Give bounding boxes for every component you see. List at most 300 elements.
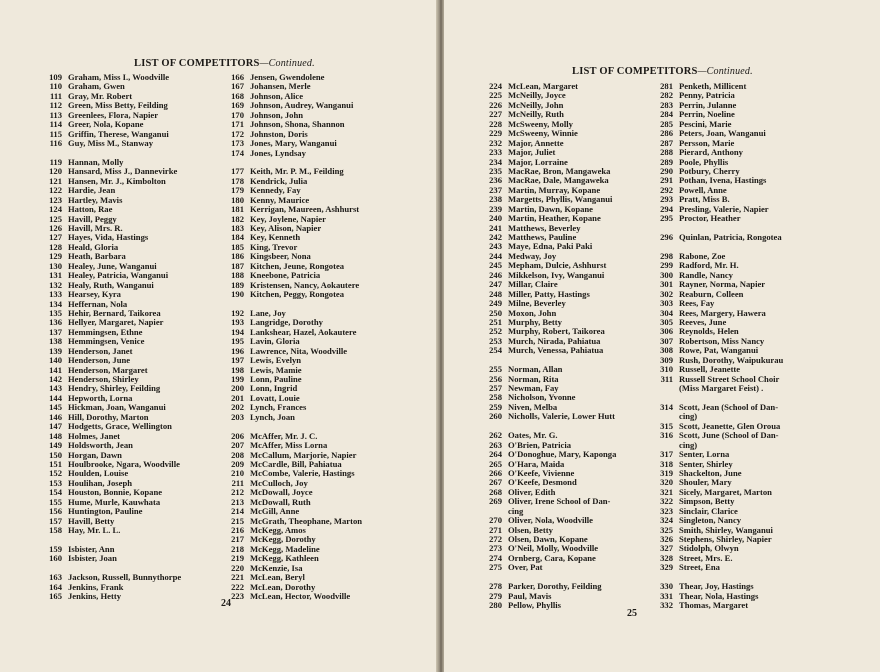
competitor-name: Paul, Mavis <box>508 590 552 601</box>
entry-number: 130 <box>49 260 62 271</box>
competitor-name: Kenny, Maurice <box>250 194 310 205</box>
competitor-name: Scott, Jeanette, Glen Oroua <box>679 420 781 431</box>
entry-number: 194 <box>231 326 244 337</box>
entry-number: 243 <box>489 241 502 252</box>
entry-number: 143 <box>49 383 62 394</box>
competitor-name: Matthews, Pauline <box>508 232 577 242</box>
competitor-entry <box>220 149 362 158</box>
entry-number: 331 <box>660 590 673 601</box>
competitor-name: Murphy, Betty <box>508 316 562 327</box>
entry-number: 145 <box>49 402 62 413</box>
entry-number: 282 <box>660 90 673 101</box>
competitor-name: Kitchen, Peggy, Rongotea <box>250 289 345 300</box>
entry-number: 252 <box>489 326 502 337</box>
competitor-name: McLean, Beryl <box>250 572 305 583</box>
entry-number: 324 <box>660 515 673 526</box>
competitor-name: McKegg, Madeline <box>250 543 320 554</box>
competitor-name: Horgan, Dawn <box>68 449 122 460</box>
entry-number: 275 <box>489 562 502 573</box>
entry-number: 289 <box>660 156 673 167</box>
entry-number: 181 <box>231 204 244 215</box>
competitor-name: Hayes, Vida, Hastings <box>68 232 149 243</box>
competitor-entry <box>649 601 783 610</box>
entry-number: 155 <box>49 496 62 507</box>
entry-number: 307 <box>660 335 673 346</box>
entry-number: 251 <box>489 316 502 327</box>
entry-number: 245 <box>489 260 502 271</box>
entry-number: 322 <box>660 496 673 507</box>
entry-number: 219 <box>231 553 244 564</box>
entry-number: 203 <box>231 411 244 422</box>
competitor-name: Lovatt, Louie <box>250 392 300 403</box>
entry-number: 253 <box>489 335 502 346</box>
entry-number: 137 <box>49 326 62 337</box>
competitor-name: Havill, Peggy <box>68 213 117 224</box>
competitor-name: Perrin, Julanne <box>679 99 737 110</box>
entry-number: 200 <box>231 383 244 394</box>
competitor-name: Olsen, Betty <box>508 524 553 535</box>
entry-number: 132 <box>49 279 62 290</box>
entry-number: 201 <box>231 392 244 403</box>
entry-number: 163 <box>49 572 62 583</box>
entry-number: 216 <box>231 525 244 535</box>
entry-number: 330 <box>660 581 673 592</box>
competitor-name: Houlbrooke, Ngara, Woodville <box>68 458 180 469</box>
entry-number: 285 <box>660 118 673 129</box>
entry-number: 256 <box>489 373 502 384</box>
competitor-name: Oates, Mr. G. <box>508 430 558 441</box>
competitor-entry <box>220 413 362 422</box>
entry-number: 309 <box>660 354 673 365</box>
entry-number: 329 <box>660 562 673 573</box>
entry-number: 255 <box>489 364 502 375</box>
competitor-name: Newman, Fay <box>508 383 559 393</box>
entry-number: 144 <box>49 392 62 403</box>
entry-number: 239 <box>489 203 502 214</box>
entry-number: 170 <box>231 109 244 120</box>
entry-number: 247 <box>489 279 502 290</box>
entry-number: 227 <box>489 109 502 120</box>
entry-number: 116 <box>49 138 62 149</box>
entry-number: 259 <box>489 401 502 412</box>
entry-number: 166 <box>231 72 244 82</box>
competitor-name: Singleton, Nancy <box>679 515 742 526</box>
competitor-name: Jenkins, Frank <box>68 581 124 592</box>
competitor-name: Houlden, Louise <box>68 468 129 479</box>
competitor-name: McDowall, Ruth <box>250 496 311 507</box>
competitor-name: Lynch, Frances <box>250 402 307 413</box>
entry-number: 150 <box>49 449 62 460</box>
entry-number: 214 <box>231 506 244 517</box>
competitor-entry <box>220 592 362 601</box>
competitor-name: McKegg, Kathleen <box>250 553 319 564</box>
entry-number: 236 <box>489 175 502 186</box>
competitor-name: Murch, Venessa, Pahiatua <box>508 345 604 356</box>
title-continued: —Continued. <box>259 58 315 69</box>
competitor-name: Simpson, Betty <box>679 496 735 507</box>
entry-number: 238 <box>489 194 502 205</box>
competitor-name: Heffernan, Nola <box>68 298 128 309</box>
entry-number: 217 <box>231 534 244 545</box>
competitor-entry <box>649 233 783 242</box>
competitor-name: Major, Juliet <box>508 147 556 158</box>
competitor-name: Hay, Mr. L. L. <box>68 525 121 535</box>
entry-number: 153 <box>49 477 62 488</box>
competitor-name: Johnson, Alice <box>250 90 304 101</box>
entry-number: 157 <box>49 515 62 526</box>
entry-number: 141 <box>49 364 62 375</box>
competitor-name: Lewis, Evelyn <box>250 355 302 366</box>
entry-number: 178 <box>231 175 244 186</box>
entry-number: 210 <box>231 468 244 479</box>
competitor-name: Pierard, Anthony <box>679 147 743 158</box>
competitor-name: Kristensen, Nancy, Aokautere <box>250 279 360 290</box>
competitor-name: Sicely, Margaret, Marton <box>679 486 772 497</box>
competitor-name: O'Brien, Patricia <box>508 439 572 450</box>
entry-number: 136 <box>49 317 62 328</box>
competitor-name: Hickman, Joan, Wanganui <box>68 402 166 413</box>
competitor-name: Oliver, Nola, Woodville <box>508 515 593 526</box>
competitor-name: O'Donoghue, Mary, Kaponga <box>508 449 617 460</box>
competitor-name: King, Trevor <box>250 241 298 252</box>
entry-number: 182 <box>231 213 244 224</box>
page-number: 24 <box>221 598 231 609</box>
entry-number: 264 <box>489 449 502 460</box>
entry-number: 156 <box>49 506 62 517</box>
competitor-name: Norman, Allan <box>508 364 563 375</box>
competitor-entry <box>38 139 181 148</box>
competitor-name: Reynolds, Helen <box>679 326 739 337</box>
entry-number: 287 <box>660 137 673 148</box>
entry-number: 207 <box>231 440 244 451</box>
entry-number <box>649 384 679 393</box>
competitor-name: Over, Pat <box>508 562 543 573</box>
entry-number: 209 <box>231 458 244 469</box>
entry-number: 211 <box>231 477 244 488</box>
competitor-name: Penketh, Millicent <box>679 81 747 91</box>
competitor-name: Quinlan, Patricia, Rongotea <box>679 232 782 242</box>
entry-number: 254 <box>489 345 502 356</box>
competitor-name: Kendrick, Julia <box>250 175 308 186</box>
entry-number: 149 <box>49 440 62 451</box>
entry-number: 314 <box>660 401 673 412</box>
competitor-name: Scott, Jean (School of Dan- <box>679 401 779 412</box>
entry-number: 274 <box>489 552 502 563</box>
entry-number: 316 <box>660 430 673 441</box>
page-title <box>134 58 315 69</box>
competitor-column-2 <box>220 73 362 602</box>
competitor-name: Pratt, Miss B. <box>679 194 730 205</box>
competitor-name: Heath, Barbara <box>68 251 126 262</box>
competitor-name: O'Keefe, Vivienne <box>508 467 575 478</box>
entry-number: 126 <box>49 223 62 233</box>
entry-number: 146 <box>49 411 62 422</box>
competitor-name: Mepham, Dulcie, Ashhurst <box>508 260 607 271</box>
entry-number: 125 <box>49 213 62 224</box>
entry-number: 272 <box>489 534 502 544</box>
competitor-name: Keith, Mr. P. M., Feilding <box>250 166 344 177</box>
entry-number: 304 <box>660 307 673 318</box>
entry-number: 218 <box>231 543 244 554</box>
entry-number: 269 <box>489 496 502 507</box>
entry-number: 224 <box>489 81 502 91</box>
competitor-name: Kingsbeer, Nona <box>250 251 311 262</box>
competitor-name: Lynch, Joan <box>250 411 295 422</box>
entry-number: 164 <box>49 581 62 592</box>
entry-number: 221 <box>231 572 244 583</box>
competitor-name: McLean, Hector, Woodville <box>250 591 351 602</box>
entry-number: 298 <box>660 250 673 261</box>
competitor-name: Key, Alison, Napier <box>250 223 322 233</box>
title-text: LIST OF COMPETITORS <box>572 66 698 77</box>
competitor-name: McCombe, Valerie, Hastings <box>250 468 355 479</box>
competitor-entry <box>649 403 783 412</box>
competitor-name: Pothan, Ivena, Hastings <box>679 175 767 186</box>
entry-number: 188 <box>231 270 244 281</box>
competitor-name: Kitchen, Jeune, Rongotea <box>250 260 345 271</box>
competitor-name: Jensen, Gwendolene <box>250 72 325 82</box>
entry-number: 301 <box>660 279 673 290</box>
competitor-name: Lawrence, Nita, Woodville <box>250 345 348 356</box>
entry-number: 115 <box>49 128 62 139</box>
entry-number: 174 <box>231 147 244 158</box>
entry-number: 249 <box>489 298 502 309</box>
entry-number: 148 <box>49 430 62 441</box>
competitor-name: Presling, Valerie, Napier <box>679 203 769 214</box>
entry-number: 167 <box>231 81 244 92</box>
competitor-name: Rush, Dorothy, Waipukurau <box>679 354 784 365</box>
entry-number: 180 <box>231 194 244 205</box>
competitor-name: Proctor, Heather <box>679 213 741 224</box>
competitor-name: Houston, Bonnie, Kopane <box>68 487 163 498</box>
competitor-name: McNeilly, John <box>508 99 564 110</box>
entry-number: 193 <box>231 317 244 328</box>
entry-number: 122 <box>49 185 62 196</box>
competitor-column-1 <box>38 73 181 602</box>
competitor-name: Isbister, Ann <box>68 543 115 554</box>
entry-number: 111 <box>50 90 62 101</box>
competitor-name: Randle, Nancy <box>679 269 733 280</box>
entry-number: 288 <box>660 147 673 158</box>
competitor-name: Thear, Nola, Hastings <box>679 590 759 601</box>
competitor-entry <box>38 526 181 535</box>
entry-number: 215 <box>231 515 244 526</box>
entry-number: 310 <box>660 364 673 375</box>
entry-number: 172 <box>231 128 244 139</box>
entry-number: 321 <box>660 486 673 497</box>
competitor-name: Henderson, Janet <box>68 345 133 356</box>
competitor-name: Russell Street School Choir <box>679 373 780 384</box>
competitor-name: cing) <box>679 411 698 422</box>
competitor-name: McDowall, Joyce <box>250 487 313 498</box>
entry-number: 113 <box>49 109 62 120</box>
competitor-name: Guy, Miss M., Stanway <box>68 138 153 149</box>
competitor-column-2 <box>649 82 783 611</box>
competitor-name: Key, Kenneth <box>250 232 301 243</box>
competitor-name: Scott, June (School of Dan- <box>679 430 779 441</box>
competitor-name: Jones, Mary, Wanganui <box>250 138 337 149</box>
competitor-name: Street, Mrs. E. <box>679 552 733 563</box>
entry-number: 250 <box>489 307 502 318</box>
entry-number: 265 <box>489 458 502 469</box>
entry-number: 286 <box>660 128 673 139</box>
competitor-name: Medway, Joy <box>508 250 557 261</box>
entry-number: 212 <box>231 487 244 498</box>
competitor-entry <box>649 214 783 223</box>
competitor-name: McLean, Dorothy <box>250 581 316 592</box>
competitor-name: Niven, Melba <box>508 401 558 412</box>
title-text: LIST OF COMPETITORS <box>134 58 260 69</box>
entry-number: 319 <box>660 467 673 478</box>
entry-number: 114 <box>49 119 62 130</box>
competitor-name: MacRae, Dale, Mangaweka <box>508 175 609 186</box>
entry-number: 242 <box>489 232 502 242</box>
competitor-name: Russell, Jeanette <box>679 364 741 375</box>
competitor-name: Senter, Shirley <box>679 458 733 469</box>
competitor-name: Murphy, Robert, Taikorea <box>508 326 605 337</box>
entry-number: 139 <box>49 345 62 356</box>
entry-number: 226 <box>489 99 502 110</box>
competitor-name: Oliver, Irene School of Dan- <box>508 496 611 507</box>
entry-number: 241 <box>489 222 502 233</box>
competitor-name: Miller, Patty, Hastings <box>508 288 590 299</box>
entry-number: 303 <box>660 298 673 309</box>
entry-number: 186 <box>231 251 244 262</box>
competitor-entry <box>478 563 616 572</box>
competitor-name: Johnson, Audrey, Wanganui <box>250 100 354 111</box>
entry-number: 198 <box>231 364 244 375</box>
competitor-name: Havill, Betty <box>68 515 115 526</box>
competitor-name: Heald, Gloria <box>68 241 119 252</box>
entry-number: 281 <box>660 81 673 91</box>
competitor-name: Pellow, Phyllis <box>508 600 561 611</box>
competitor-name: McSweeny, Molly <box>508 118 573 129</box>
entry-number: 160 <box>49 553 62 564</box>
competitor-name: Rayner, Norma, Napier <box>679 279 766 290</box>
competitor-name: Jenkins, Hetty <box>68 591 121 602</box>
competitor-name: Maye, Edna, Paki Paki <box>508 241 593 252</box>
competitor-name: Greer, Nola, Kopane <box>68 119 144 130</box>
competitor-name: MacRae, Bron, Mangaweka <box>508 165 611 176</box>
entry-number: 280 <box>489 600 502 611</box>
competitor-name: Lonn, Ingrid <box>250 383 298 394</box>
entry-number: 235 <box>489 165 502 176</box>
competitor-name: Lankshear, Hazel, Aokautere <box>250 326 357 337</box>
entry-number: 213 <box>231 496 244 507</box>
entry-number: 169 <box>231 100 244 111</box>
entry-number: 234 <box>489 156 502 167</box>
entry-number: 267 <box>489 477 502 488</box>
competitor-entry <box>649 563 783 572</box>
competitor-entry <box>478 497 616 506</box>
competitor-name: Hatton, Rae <box>68 204 113 215</box>
entry-number: 127 <box>49 232 62 243</box>
entry-number: 260 <box>489 411 502 422</box>
entry-number: 128 <box>49 241 62 252</box>
entry-number: 270 <box>489 515 502 526</box>
entry-number: 223 <box>231 591 244 602</box>
entry-number: 296 <box>660 232 673 242</box>
entry-number: 268 <box>489 486 502 497</box>
competitor-name: Langridge, Dorothy <box>250 317 323 328</box>
entry-number: 263 <box>489 439 502 450</box>
competitor-name: Persson, Marie <box>679 137 735 148</box>
competitor-name: Shouler, Mary <box>679 477 732 488</box>
competitor-name: Hemmingsen, Ethne <box>68 326 143 337</box>
entry-number: 290 <box>660 165 673 176</box>
entry-number: 189 <box>231 279 244 290</box>
competitor-name: Perrin, Noeline <box>679 109 735 120</box>
competitor-name: Lewis, Mamie <box>250 364 302 375</box>
competitor-entry <box>38 554 181 563</box>
competitor-name: Hume, Murle, Kauwhata <box>68 496 161 507</box>
competitor-name: Johansen, Merle <box>250 81 311 92</box>
competitor-entry <box>649 431 783 440</box>
entry-number: 293 <box>660 194 673 205</box>
competitor-name: Thomas, Margaret <box>679 600 749 611</box>
entry-number: 302 <box>660 288 673 299</box>
competitor-name: Senter, Lorna <box>679 449 730 460</box>
entry-number: 158 <box>49 525 62 535</box>
competitor-name: Matthews, Beverley <box>508 222 581 233</box>
entry-number: 306 <box>660 326 673 337</box>
entry-number: 222 <box>231 581 244 592</box>
entry-number: 131 <box>49 270 62 281</box>
competitor-name: Martin, Murray, Kopane <box>508 184 601 195</box>
competitor-entry <box>478 601 616 610</box>
entry-number: 229 <box>489 128 502 139</box>
competitor-name: McCardle, Bill, Pahiatua <box>250 458 342 469</box>
competitor-name: Holdsworth, Jean <box>68 440 133 451</box>
competitor-name: Johnston, Doris <box>250 128 308 139</box>
entry-number: 187 <box>231 260 244 271</box>
entry-number: 279 <box>489 590 502 601</box>
competitor-entry <box>478 412 616 421</box>
entry-number: 179 <box>231 185 244 196</box>
entry-number: 202 <box>231 402 244 413</box>
competitor-name: Healey, June, Wanganui <box>68 260 157 271</box>
entry-number: 325 <box>660 524 673 535</box>
competitor-name: Reaburn, Colleen <box>679 288 744 299</box>
competitor-name: Millar, Claire <box>508 279 558 290</box>
entry-number: 299 <box>660 260 673 271</box>
competitor-name: Shackelton, June <box>679 467 742 478</box>
entry-number: 147 <box>49 421 62 432</box>
entry-number: 237 <box>489 184 502 195</box>
entry-number: 244 <box>489 250 502 261</box>
competitor-name: cing <box>508 505 524 516</box>
entry-number: 133 <box>49 289 62 300</box>
competitor-name: Rees, Margery, Hawera <box>679 307 766 318</box>
entry-number: 152 <box>49 468 62 479</box>
competitor-name: Greenlees, Flora, Napier <box>68 109 159 120</box>
entry-number: 135 <box>49 307 62 318</box>
competitor-name: Stephens, Shirley, Napier <box>679 534 772 544</box>
competitor-name: Oliver, Edith <box>508 486 556 497</box>
entry-number: 315 <box>660 420 673 431</box>
competitor-name: Margetts, Phyllis, Wanganui <box>508 194 613 205</box>
entry-number: 184 <box>231 232 244 243</box>
entry-number: 295 <box>660 213 673 224</box>
competitor-name: Hepworth, Lorna <box>68 392 133 403</box>
competitor-name: Hartley, Mavis <box>68 194 123 205</box>
competitor-name: Hannan, Molly <box>68 156 124 167</box>
entry-number: 283 <box>660 99 673 110</box>
competitor-name: Holmes, Janet <box>68 430 121 441</box>
competitor-name: Reeves, June <box>679 316 727 327</box>
entry-number: 273 <box>489 543 502 554</box>
competitor-name: Hansen, Mr. J., Kimbolton <box>68 175 166 186</box>
